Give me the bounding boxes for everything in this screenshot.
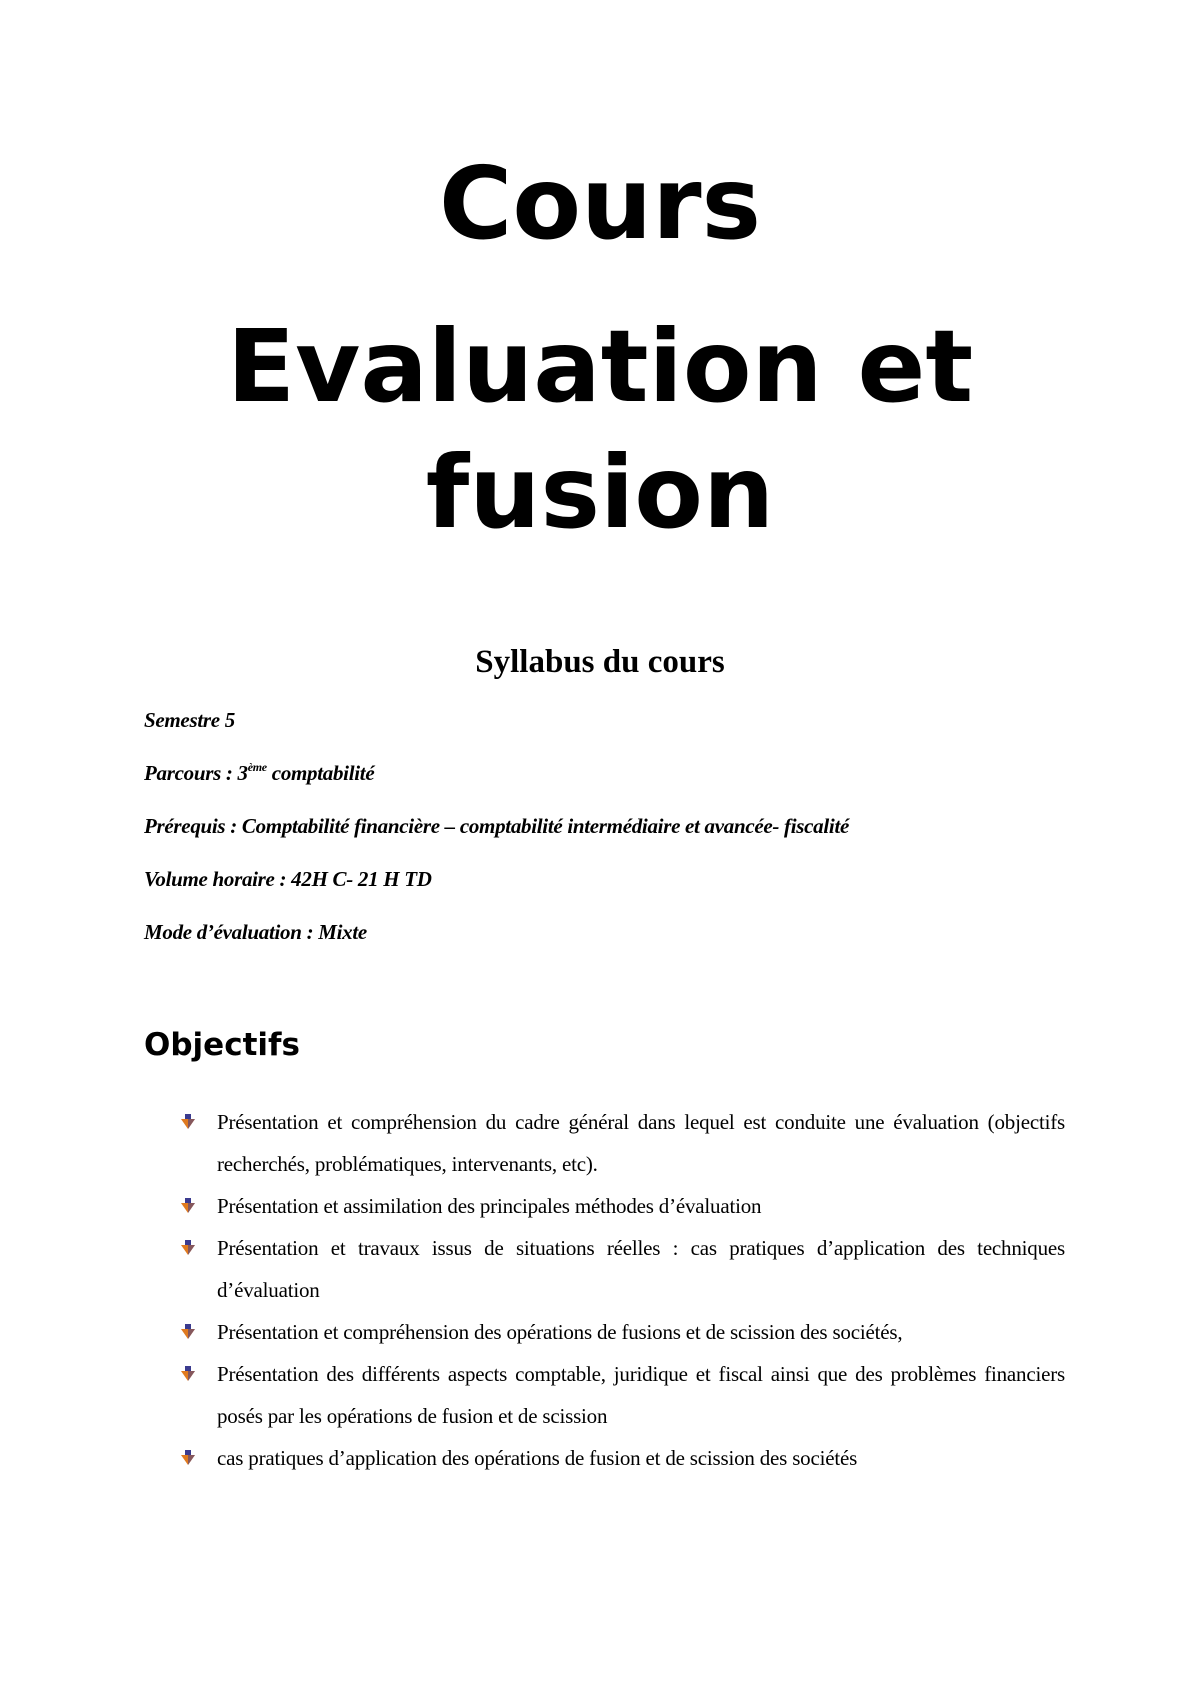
list-item <box>180 1101 1065 1185</box>
down-arrow-bullet-icon <box>180 1450 196 1466</box>
objectifs-list <box>180 1101 1065 1479</box>
parcours-superscript: ème <box>247 760 267 774</box>
list-item-text: Présentation et compréhension du cadre général dans lequel est conduite une évaluation (objectifs recherchés, problématiques, intervenants, etc). <box>217 1110 1065 1176</box>
document-title <box>0 140 1200 556</box>
list-item-text: Présentation des différents aspects comptable, juridique et fiscal ainsi que des problèmes financiers posés par les opérations de fusion et de scission <box>217 1362 1065 1428</box>
list-item-text: Présentation et assimilation des principales méthodes d’évaluation <box>217 1194 762 1218</box>
down-arrow-bullet-icon <box>180 1366 196 1382</box>
parcours-line <box>144 759 1064 812</box>
mode-evaluation-line: Mode d’évaluation : Mixte <box>144 920 367 944</box>
down-arrow-bullet-icon <box>180 1198 196 1214</box>
down-arrow-bullet-icon <box>180 1240 196 1256</box>
course-info <box>144 706 1064 971</box>
parcours-suffix: comptabilité <box>266 761 375 785</box>
list-item <box>180 1353 1065 1437</box>
down-arrow-bullet-icon <box>180 1114 196 1130</box>
list-item <box>180 1185 1065 1227</box>
list-item-text: Présentation et travaux issus de situations réelles : cas pratiques d’application des techniques d’évaluation <box>217 1236 1065 1302</box>
prerequis-line: Prérequis : Comptabilité financière – comptabilité intermédiaire et avancée- fiscalité <box>144 814 849 838</box>
list-item-text: cas pratiques d’application des opérations de fusion et de scission des sociétés <box>217 1446 858 1470</box>
syllabus-heading: Syllabus du cours <box>475 644 725 680</box>
title-line-2: Evaluation et <box>226 308 974 425</box>
down-arrow-bullet-icon <box>180 1324 196 1340</box>
title-line-3: fusion <box>425 434 775 551</box>
title-line-1: Cours <box>438 145 762 262</box>
volume-horaire-line: Volume horaire : 42H C- 21 H TD <box>144 867 432 891</box>
list-item-text: Présentation et compréhension des opérations de fusions et de scission des sociétés, <box>217 1320 903 1344</box>
list-item <box>180 1227 1065 1311</box>
parcours-prefix: Parcours : 3 <box>144 761 248 785</box>
objectifs-heading: Objectifs <box>144 1027 300 1063</box>
semestre-line: Semestre 5 <box>144 708 235 732</box>
list-item <box>180 1437 1065 1479</box>
list-item <box>180 1311 1065 1353</box>
